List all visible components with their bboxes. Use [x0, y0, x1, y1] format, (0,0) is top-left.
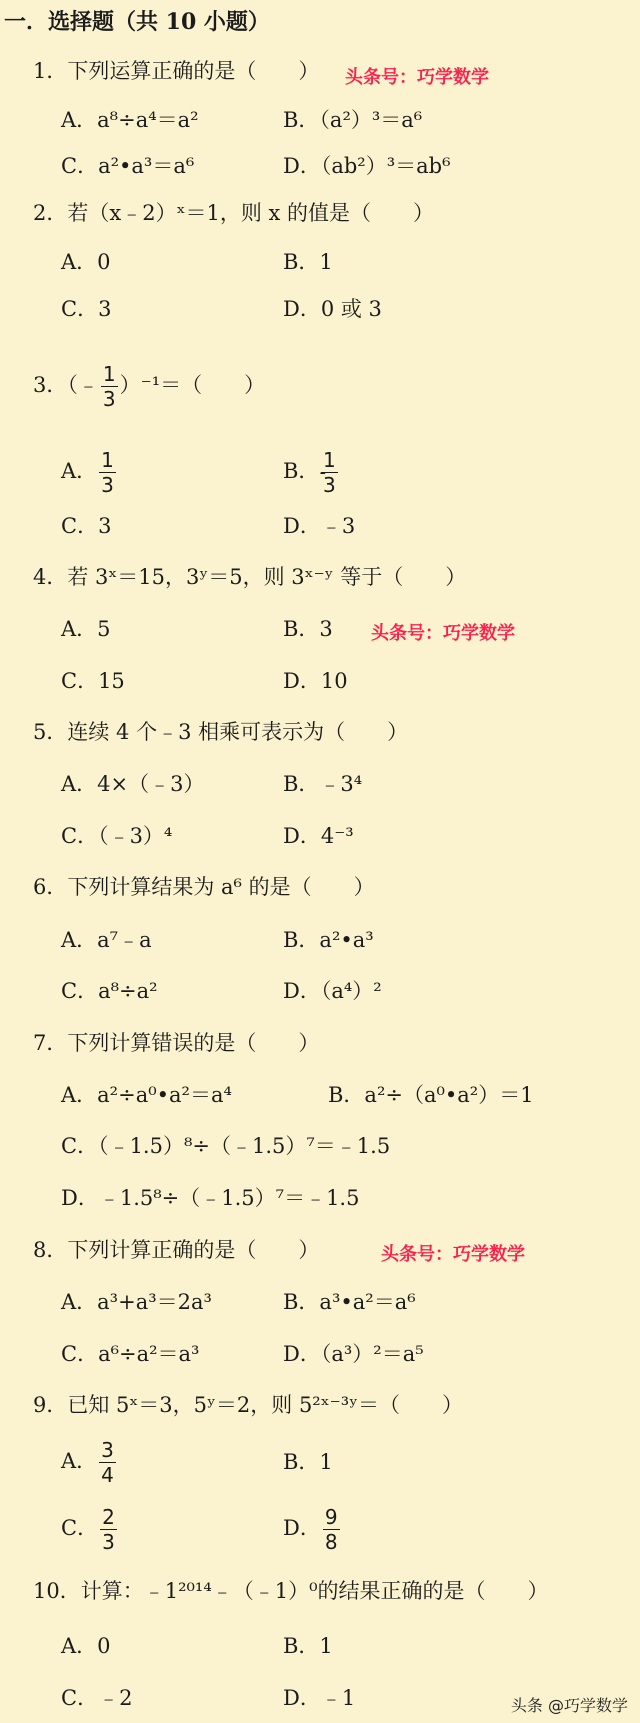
question-6-option-c[interactable]: C．a⁸÷a²: [61, 979, 158, 1003]
fraction-numerator: 9: [324, 1505, 338, 1529]
footer-brand-label: 头条 @巧学数学: [510, 1696, 628, 1715]
fraction-denominator: 8: [324, 1530, 338, 1554]
question-9-option-c[interactable]: [61, 1507, 119, 1552]
question-8-option-b[interactable]: B．a³•a²＝a⁶: [283, 1290, 416, 1314]
question-9-stem: 9．已知 5ˣ＝3，5ʸ＝2，则 5²ˣ⁻³ʸ＝（ ）: [33, 1393, 464, 1417]
question-7-stem: 7．下列计算错误的是（ ）: [33, 1031, 320, 1055]
question-10-option-d[interactable]: D．﹣1: [283, 1686, 356, 1710]
question-4-stem: 4．若 3ˣ＝15，3ʸ＝5，则 3ˣ⁻ʸ 等于（ ）: [33, 565, 467, 589]
question-3-option-b[interactable]: [283, 450, 340, 495]
question-5-option-b[interactable]: B．﹣3⁴: [283, 772, 363, 796]
question-6-option-a[interactable]: A．a⁷﹣a: [61, 928, 152, 952]
question-4-option-c[interactable]: C．15: [61, 669, 125, 693]
question-8-option-d[interactable]: D．（a³）²＝a⁵: [283, 1342, 424, 1366]
question-3-option-c[interactable]: C．3: [61, 514, 112, 538]
question-7-option-c[interactable]: C．（﹣1.5）⁸÷（﹣1.5）⁷＝﹣1.5: [61, 1134, 391, 1158]
fraction-denominator: 4: [101, 1463, 114, 1487]
minus-sign: -: [319, 461, 326, 483]
fraction-denominator: 3: [101, 473, 114, 497]
question-6-stem: 6．下列计算结果为 a⁶ 的是（ ）: [33, 875, 375, 899]
question-3-stem: [33, 364, 265, 409]
question-4-option-a[interactable]: A．5: [61, 617, 111, 641]
question-6-option-b[interactable]: B．a²•a³: [283, 928, 374, 952]
question-8-option-c[interactable]: C．a⁶÷a²＝a³: [61, 1342, 200, 1366]
option-label: A．: [61, 459, 98, 483]
fraction-three-quarters: [99, 1440, 116, 1485]
question-3-option-d[interactable]: D．﹣3: [283, 514, 356, 538]
question-3-option-a[interactable]: [61, 450, 118, 495]
fraction-numerator: 1: [322, 448, 336, 472]
fraction-denominator: 3: [322, 473, 336, 497]
question-8-option-a[interactable]: A．a³+a³＝2a³: [61, 1290, 212, 1314]
question-2-option-c[interactable]: C．3: [61, 297, 112, 321]
fraction-numerator: 2: [102, 1505, 115, 1529]
question-9-option-b[interactable]: B．1: [283, 1450, 333, 1474]
question-5-option-c[interactable]: C．（﹣3）⁴: [61, 824, 173, 848]
question-3-stem-prefix: 3．（﹣: [33, 373, 99, 397]
question-5-option-a[interactable]: A．4×（﹣3）: [61, 772, 205, 796]
fraction-denominator: 3: [102, 1530, 115, 1554]
question-10-option-a[interactable]: A．0: [61, 1634, 111, 1658]
fraction-nine-eighths: [323, 1507, 340, 1552]
question-1-option-c[interactable]: C．a²•a³＝a⁶: [61, 154, 195, 178]
question-9-option-d[interactable]: [283, 1507, 342, 1552]
question-4-option-d[interactable]: D．10: [283, 669, 348, 693]
fraction-denominator: 3: [102, 387, 116, 411]
question-2-option-b[interactable]: B．1: [283, 250, 333, 274]
question-1-option-d[interactable]: D．（ab²）³＝ab⁶: [283, 154, 451, 178]
fraction-one-third: [321, 450, 338, 495]
fraction-numerator: 1: [102, 362, 116, 386]
question-10-option-b[interactable]: B．1: [283, 1634, 333, 1658]
question-7-option-a[interactable]: A．a²÷a⁰•a²＝a⁴: [61, 1083, 232, 1107]
question-10-option-c[interactable]: C．﹣2: [61, 1686, 133, 1710]
watermark-label: 头条号：巧学数学: [371, 623, 515, 644]
question-6-option-d[interactable]: D．（a⁴）²: [283, 979, 382, 1003]
fraction-one-third: [101, 364, 118, 409]
question-1-stem: 1．下列运算正确的是（ ）: [33, 59, 320, 83]
question-10-stem: 10．计算：﹣1²⁰¹⁴﹣（﹣1）⁰的结果正确的是（ ）: [33, 1579, 549, 1603]
question-4-option-b[interactable]: B．3: [283, 617, 333, 641]
question-2-option-a[interactable]: A．0: [61, 250, 111, 274]
option-label: B．: [283, 459, 320, 483]
question-2-stem: 2．若（x﹣2）ˣ＝1，则 x 的值是（ ）: [33, 201, 435, 225]
question-1-option-a[interactable]: A．a⁸÷a⁴＝a²: [61, 108, 199, 132]
watermark-label: 头条号：巧学数学: [381, 1244, 525, 1265]
question-7-option-d[interactable]: D．﹣1.5⁸÷（﹣1.5）⁷＝﹣1.5: [61, 1186, 360, 1210]
fraction-two-thirds: [100, 1507, 117, 1552]
fraction-numerator: 1: [101, 448, 114, 472]
question-1-option-b[interactable]: B．（a²）³＝a⁶: [283, 108, 423, 132]
option-label: C．: [61, 1516, 99, 1540]
watermark-label: 头条号：巧学数学: [345, 67, 489, 88]
question-7-option-b[interactable]: B．a²÷（a⁰•a²）＝1: [328, 1083, 534, 1107]
option-label: A．: [61, 1449, 98, 1473]
question-5-stem: 5．连续 4 个﹣3 相乘可表示为（ ）: [33, 720, 409, 744]
question-2-option-d[interactable]: D．0 或 3: [283, 297, 382, 321]
section-heading: 一．选择题（共 10 小题）: [4, 9, 270, 35]
fraction-one-third: [99, 450, 116, 495]
question-8-stem: 8．下列计算正确的是（ ）: [33, 1238, 320, 1262]
option-label: D．: [283, 1516, 321, 1540]
question-3-stem-suffix: ）⁻¹＝（ ）: [119, 373, 266, 397]
question-9-option-a[interactable]: [61, 1440, 118, 1485]
question-5-option-d[interactable]: D．4⁻³: [283, 824, 354, 848]
fraction-numerator: 3: [101, 1438, 114, 1462]
